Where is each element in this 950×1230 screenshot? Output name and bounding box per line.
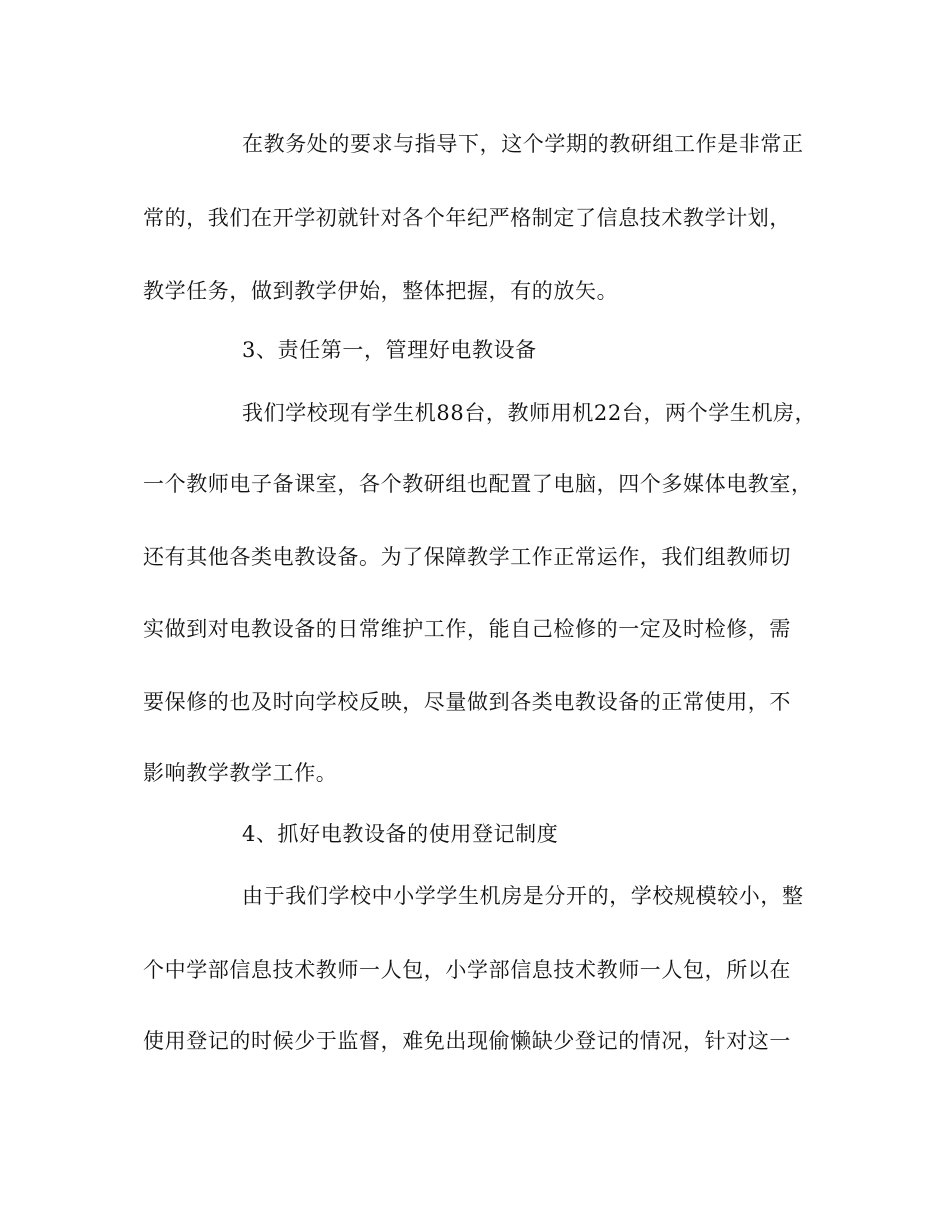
paragraph-line: 由于我们学校中小学学生机房是分开的，学校规模较小，整 — [242, 884, 804, 908]
paragraph-line: 一个教师电子备课室，各个教研组也配置了电脑，四个多媒体电教室， — [143, 472, 813, 496]
paragraph-line: 教学任务，做到教学伊始，整体把握，有的放矢。 — [143, 279, 619, 303]
paragraph-line: 我们学校现有学生机88台，教师用机22台，两个学生机房， — [242, 401, 817, 425]
section-heading: 3、责任第一，管理好电教设备 — [242, 338, 537, 362]
paragraph-line: 在教务处的要求与指导下，这个学期的教研组工作是非常正 — [242, 132, 804, 156]
paragraph-line: 要保修的也及时向学校反映，尽量做到各类电教设备的正常使用，不 — [143, 690, 791, 714]
paragraph-line: 常的，我们在开学初就针对各个年纪严格制定了信息技术教学计划， — [143, 206, 791, 230]
paragraph-line: 个中学部信息技术教师一人包，小学部信息技术教师一人包，所以在 — [143, 958, 791, 982]
paragraph-line: 影响教学教学工作。 — [143, 761, 338, 785]
paragraph-line: 使用登记的时候少于监督，难免出现偷懒缺少登记的情况，针对这一 — [143, 1029, 791, 1053]
paragraph-line: 还有其他各类电教设备。为了保障教学工作正常运作，我们组教师切 — [143, 545, 791, 569]
paragraph-line: 实做到对电教设备的日常维护工作，能自己检修的一定及时检修，需 — [143, 617, 791, 641]
section-heading: 4、抓好电教设备的使用登记制度 — [242, 822, 559, 846]
